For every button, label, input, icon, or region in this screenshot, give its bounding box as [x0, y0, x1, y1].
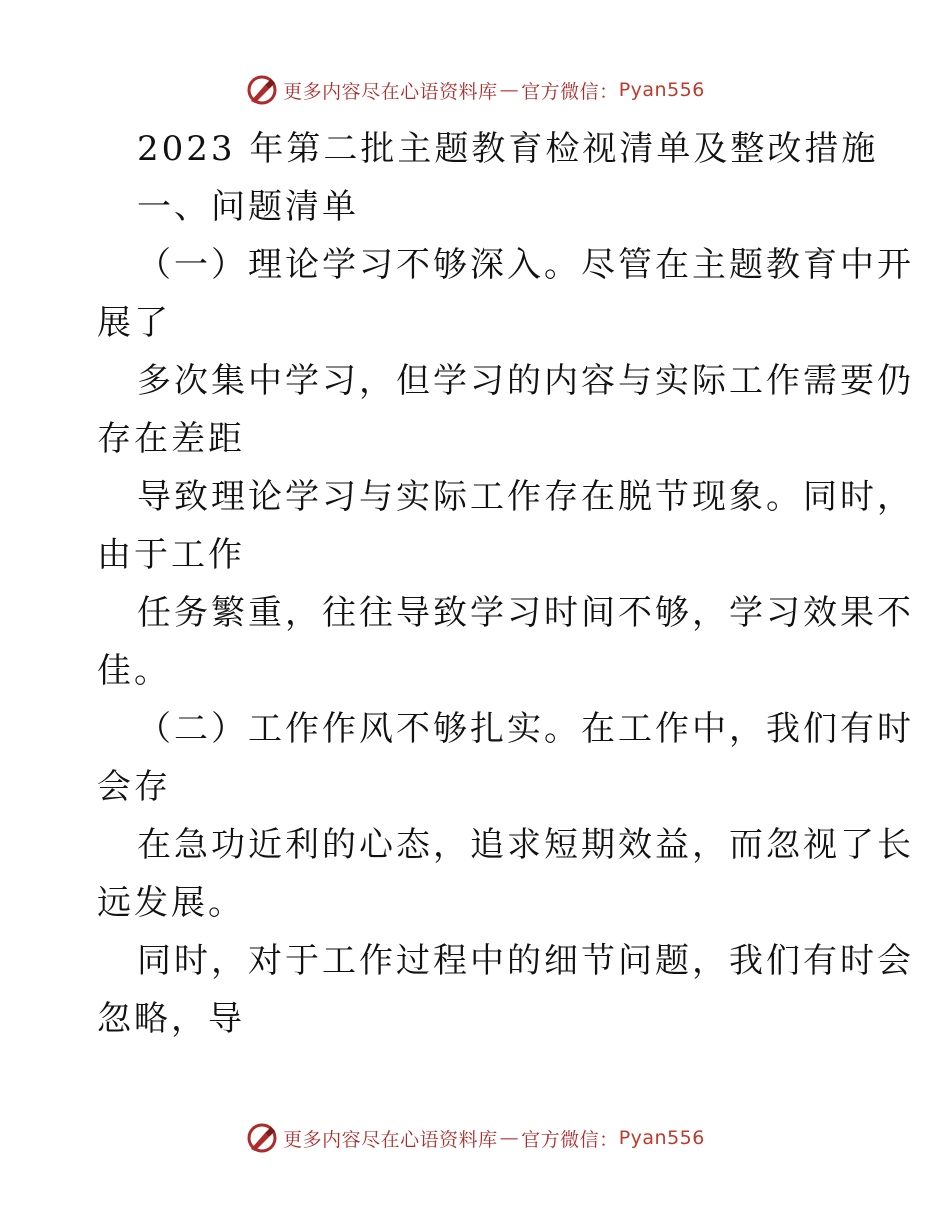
document-title: 2023 年第二批主题教育检视清单及整改措施: [137, 129, 879, 169]
watermark-separator: —: [499, 1127, 520, 1149]
paragraph-line: 存在差距: [97, 419, 245, 459]
paragraph-line: 佳。: [97, 651, 171, 691]
footer-watermark: [0, 1118, 950, 1158]
paragraph-line: 展了: [97, 303, 171, 343]
document-body: [97, 120, 914, 1048]
section-heading: 一、问题清单: [137, 187, 359, 227]
watermark-text: 更多内容尽在心语资料库: [283, 80, 498, 103]
header-watermark: [0, 70, 950, 110]
paragraph-line: 远发展。: [97, 883, 245, 923]
paragraph-line: 在急功近利的心态，追求短期效益，而忽视了长: [137, 825, 914, 865]
watermark-label: 官方微信：: [521, 1128, 619, 1151]
watermark-text: 更多内容尽在心语资料库: [283, 1128, 498, 1151]
watermark-id: Pyan556: [618, 79, 705, 101]
paragraph-line: 会存: [97, 767, 171, 807]
paragraph-line: 忽略，导: [97, 999, 245, 1039]
paragraph-line: （一）理论学习不够深入。尽管在主题教育中开: [137, 245, 914, 285]
watermark-id: Pyan556: [618, 1127, 705, 1149]
paragraph-line: 多次集中学习，但学习的内容与实际工作需要仍: [137, 361, 914, 401]
paragraph-line: （二）工作作风不够扎实。在工作中，我们有时: [137, 709, 914, 749]
paragraph-line: 导致理论学习与实际工作存在脱节现象。同时，: [137, 477, 914, 517]
pen-logo-icon: [245, 1121, 279, 1155]
paragraph-line: 由于工作: [97, 535, 245, 575]
pen-logo-icon: [245, 73, 279, 107]
paragraph-line: 任务繁重，往往导致学习时间不够，学习效果不: [137, 593, 914, 633]
paragraph-line: 同时，对于工作过程中的细节问题，我们有时会: [137, 941, 914, 981]
watermark-label: 官方微信：: [521, 80, 619, 103]
watermark-separator: —: [499, 79, 520, 101]
